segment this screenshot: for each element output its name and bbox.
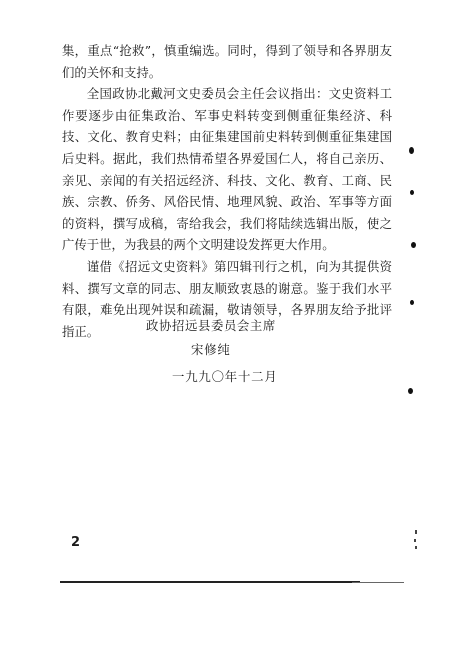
text-line: 们的关怀和支持。 (62, 64, 162, 80)
text-line: 料、撰写文章的同志、朋友顺致衷恳的谢意。鉴于我们水平 (62, 280, 392, 296)
text-line: 有限，难免出现舛误和疏漏，敬请领导，各界朋友给予批评 (62, 302, 392, 318)
document-body (62, 40, 392, 342)
text-line: 亲见、亲闻的有关招远经济、科技、文化、教育、工商、民 (62, 172, 392, 188)
paragraph-2 (62, 83, 392, 256)
text-line: 广传于世，为我县的两个文明建设发挥更大作用。 (62, 237, 335, 253)
text-line: 指正。 (62, 323, 100, 339)
scan-mark (415, 530, 417, 534)
signature-organization: 政协招远县委员会主席 (146, 318, 276, 333)
text-line: 技、文化、教育史料；由征集建国前史料转到侧重征集建国 (62, 129, 392, 145)
scan-mark (415, 546, 417, 549)
text-line: 谨借《招远文史资料》第四辑刊行之机，向为其提供资 (86, 258, 392, 274)
footer-rule-tail (352, 582, 404, 583)
text-line: 作要逐步由征集政治、军事史料转变到侧重征集经济、科 (62, 107, 392, 123)
scan-mark (409, 147, 414, 154)
text-line: 后史料。据此，我们热情希望各界爱国仁人，将自己亲历、 (62, 150, 392, 166)
signature-name: 宋修纯 (191, 342, 231, 357)
text-line: 的资料，撰写成稿，寄给我会，我们将陆续选辑出版，使之 (62, 215, 392, 231)
signature-date: 一九九〇年十二月 (172, 369, 278, 384)
text-line: 族、宗教、侨务、风俗民情、地理风貌、政治、军事等方面 (62, 194, 392, 210)
footer-rule (60, 581, 360, 583)
scan-mark (411, 242, 416, 248)
scan-mark (408, 388, 413, 394)
text-line: 全国政协北戴河文史委员会主任会议指出：文史资料工 (86, 86, 392, 102)
scan-mark (414, 539, 416, 542)
paragraph-1 (62, 40, 392, 83)
scan-mark (410, 190, 414, 195)
page-number: 2 (71, 535, 81, 550)
scan-mark (410, 300, 414, 305)
text-line: 集，重点“抢救”，慎重编选。同时，得到了领导和各界朋友 (62, 43, 392, 58)
